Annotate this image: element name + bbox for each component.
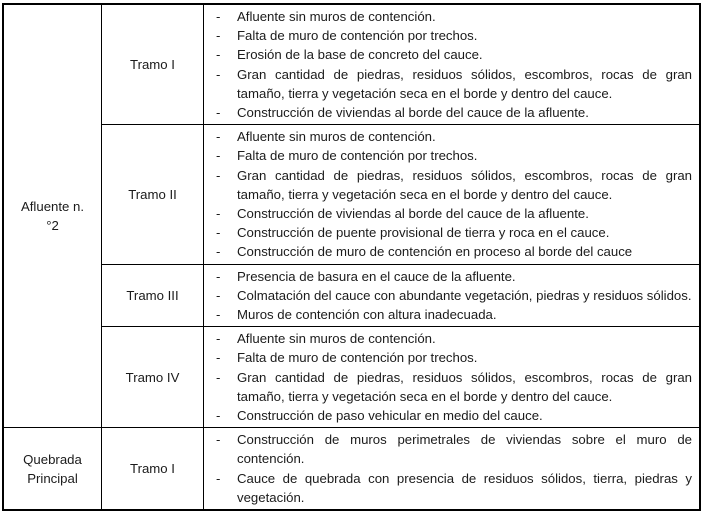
list-item [216,65,692,103]
list-item [216,7,692,26]
list-item [216,146,692,165]
section-cell-quebrada-principal [3,428,102,510]
dash-bullet: - [216,331,221,347]
tramo-cell [102,428,204,510]
list-item [216,166,692,204]
section-name: Quebrada Principal [23,451,82,486]
list-item [216,204,692,223]
tramo-label: Tramo I [130,57,175,73]
item-text: Muros de contención con altura inadecuada. [237,307,497,323]
list-item [216,329,692,348]
item-text: Construcción de viviendas al borde del cauce de la afluente. [237,105,589,121]
item-text: Erosión de la base de concreto del cauce. [237,47,483,63]
dash-bullet: - [216,129,221,145]
item-text: Colmatación del cauce con abundante vegetación, piedras y residuos sólidos. [237,287,692,303]
item-text: Falta de muro de contención por trechos. [237,28,478,44]
item-text: Presencia de basura en el cauce de la afluente. [237,268,516,284]
list-item [216,368,692,406]
item-text: Falta de muro de contención por trechos. [237,350,478,366]
dash-bullet: - [216,268,221,284]
item-text: Gran cantidad de piedras, residuos sólidos, escombros, rocas de gran tamaño, tierra y vegetación seca en el borde y dentro del cauce. [237,369,692,404]
item-text: Construcción de muros perimetrales de viviendas sobre el muro de contención. [237,432,692,467]
tramo-label: Tramo IV [125,369,180,385]
dash-bullet: - [216,167,221,183]
dash-bullet: - [216,350,221,366]
tramo-label: Tramo I [130,461,175,477]
observations-cell [204,4,701,125]
list-item [216,242,692,261]
item-text: Afluente sin muros de contención. [237,331,436,347]
dash-bullet: - [216,225,221,241]
list-item [216,348,692,367]
tramo-cell [102,264,204,327]
item-text: Afluente sin muros de contención. [237,129,436,145]
table-row [3,327,700,428]
dash-bullet: - [216,244,221,260]
list-item [216,286,692,305]
item-text: Cauce de quebrada con presencia de residuos sólidos, tierra, piedras y vegetación. [237,470,692,505]
item-text: Gran cantidad de piedras, residuos sólidos, escombros, rocas de gran tamaño, tierra y vegetación seca en el borde y dentro del cauce. [237,167,692,202]
list-item [216,45,692,64]
list-item [216,469,692,507]
list-item [216,430,692,468]
dash-bullet: - [216,148,221,164]
tramo-cell [102,125,204,264]
item-text: Construcción de viviendas al borde del cauce de la afluente. [237,206,589,222]
dash-bullet: - [216,307,221,323]
list-item [216,406,692,425]
section-name: Afluente n.°2 [20,199,85,234]
tramo-label: Tramo III [126,287,179,303]
item-text: Gran cantidad de piedras, residuos sólidos, escombros, rocas de gran tamaño, tierra y vegetación seca en el borde y dentro del cauce. [237,66,692,101]
dash-bullet: - [216,432,221,448]
dash-bullet: - [216,287,221,303]
tramo-cell [102,327,204,428]
item-text: Construcción de muro de contención en proceso al borde del cauce [237,244,633,260]
observations-cell [204,264,701,327]
list-item [216,267,692,286]
item-text: Falta de muro de contención por trechos. [237,148,478,164]
dash-bullet: - [216,408,221,424]
tramo-cell [102,4,204,125]
table-row [3,264,700,327]
table-row [3,428,700,510]
dash-bullet: - [216,9,221,24]
dash-bullet: - [216,105,221,121]
dash-bullet: - [216,47,221,63]
dash-bullet: - [216,206,221,222]
item-text: Construcción de puente provisional de tierra y roca en el cauce. [237,225,610,241]
table-row [3,125,700,264]
dash-bullet: - [216,369,221,385]
observations-cell [204,125,701,264]
dash-bullet: - [216,66,221,82]
list-item [216,223,692,242]
tramo-label: Tramo II [128,186,177,202]
list-item [216,127,692,146]
tributary-observations-table [2,3,701,511]
observations-cell [204,428,701,510]
list-item [216,103,692,122]
list-item [216,26,692,45]
dash-bullet: - [216,28,221,44]
dash-bullet: - [216,470,221,486]
item-text: Afluente sin muros de contención. [237,9,436,24]
item-text: Construcción de paso vehicular en medio del cauce. [237,408,543,424]
table-row [3,4,700,125]
list-item [216,305,692,324]
observations-cell [204,327,701,428]
section-cell-afluente-2 [3,4,102,428]
